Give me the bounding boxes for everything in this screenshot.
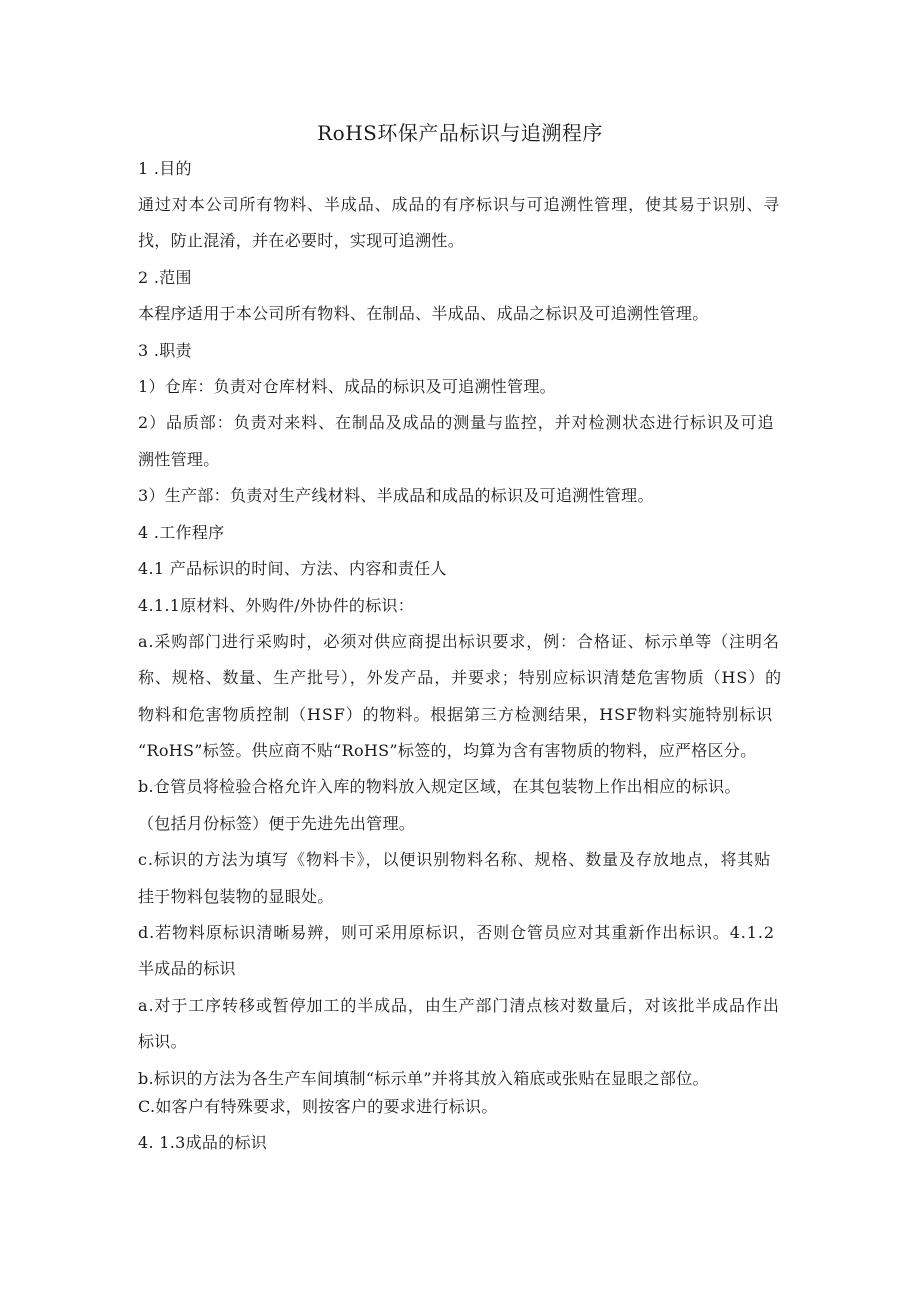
- section-heading-purpose: 1 .目的: [138, 159, 192, 178]
- paragraph-line: 称、规格、数量、生产批号），外发产品，并要求；特别应标识清楚危害物质（HS）的: [138, 668, 783, 687]
- subsection-heading: 4. 1.3成品的标识: [138, 1133, 268, 1152]
- paragraph-line: a.对于工序转移或暂停加工的半成品，由生产部门清点核对数量后，对该批半成品作出: [138, 996, 780, 1015]
- paragraph-line: 标识。: [138, 1032, 187, 1051]
- paragraph-line: d.若物料原标识清晰易辨，则可采用原标识，否则仓管员应对其重新作出标识。4.1.2: [138, 923, 775, 942]
- paragraph-line: a.采购部门进行采购时，必须对供应商提出标识要求，例：合格证、标示单等（注明名: [138, 632, 780, 651]
- section-heading-scope: 2 .范围: [138, 268, 192, 287]
- paragraph-line: 找，防止混淆，并在必要时，实现可追溯性。: [138, 231, 465, 250]
- paragraph-line: 挂于物料包装物的显眼处。: [138, 887, 334, 906]
- paragraph-line: 2）品质部：负责对来料、在制品及成品的测量与监控，并对检测状态进行标识及可追: [138, 413, 775, 432]
- subsection-heading: 4.1.1原材料、外购件/外协件的标识：: [138, 596, 415, 615]
- paragraph-line: 物料和危害物质控制（HSF）的物料。根据第三方检测结果，HSF物料实施特别标识: [138, 705, 774, 724]
- paragraph-line: c.标识的方法为填写《物料卡》，以便识别物料名称、规格、数量及存放地点，将其贴: [138, 850, 772, 869]
- paragraph-line: 通过对本公司所有物料、半成品、成品的有序标识与可追溯性管理，使其易于识别、寻: [138, 195, 781, 214]
- paragraph-line: 3）生产部：负责对生产线材料、半成品和成品的标识及可追溯性管理。: [138, 486, 654, 505]
- paragraph-line: （包括月份标签）便于先进先出管理。: [138, 814, 416, 833]
- document-title: RoHS环保产品标识与追溯程序: [317, 121, 603, 145]
- paragraph-line: C.如客户有特殊要求，则按客户的要求进行标识。: [138, 1097, 498, 1116]
- section-heading-procedure: 4 .工作程序: [138, 523, 225, 542]
- subsection-heading: 4.1 产品标识的时间、方法、内容和责任人: [138, 559, 447, 578]
- paragraph-line: “RoHS”标签。供应商不贴“RoHS”标签的，均算为含有害物质的物料，应严格区分。: [138, 741, 757, 760]
- paragraph-line: b.标识的方法为各生产车间填制“标示单”并将其放入箱底或张贴在显眼之部位。: [138, 1069, 709, 1088]
- paragraph-line: 本程序适用于本公司所有物料、在制品、半成品、成品之标识及可追溯性管理。: [138, 304, 709, 323]
- paragraph-line: 溯性管理。: [138, 450, 220, 469]
- paragraph-line: b.仓管员将检验合格允许入库的物料放入规定区域，在其包装物上作出相应的标识。: [138, 777, 741, 796]
- section-heading-responsibilities: 3 .职责: [138, 341, 192, 360]
- paragraph-line: 1）仓库：负责对仓库材料、成品的标识及可追溯性管理。: [138, 377, 556, 396]
- paragraph-line: 半成品的标识: [138, 959, 236, 978]
